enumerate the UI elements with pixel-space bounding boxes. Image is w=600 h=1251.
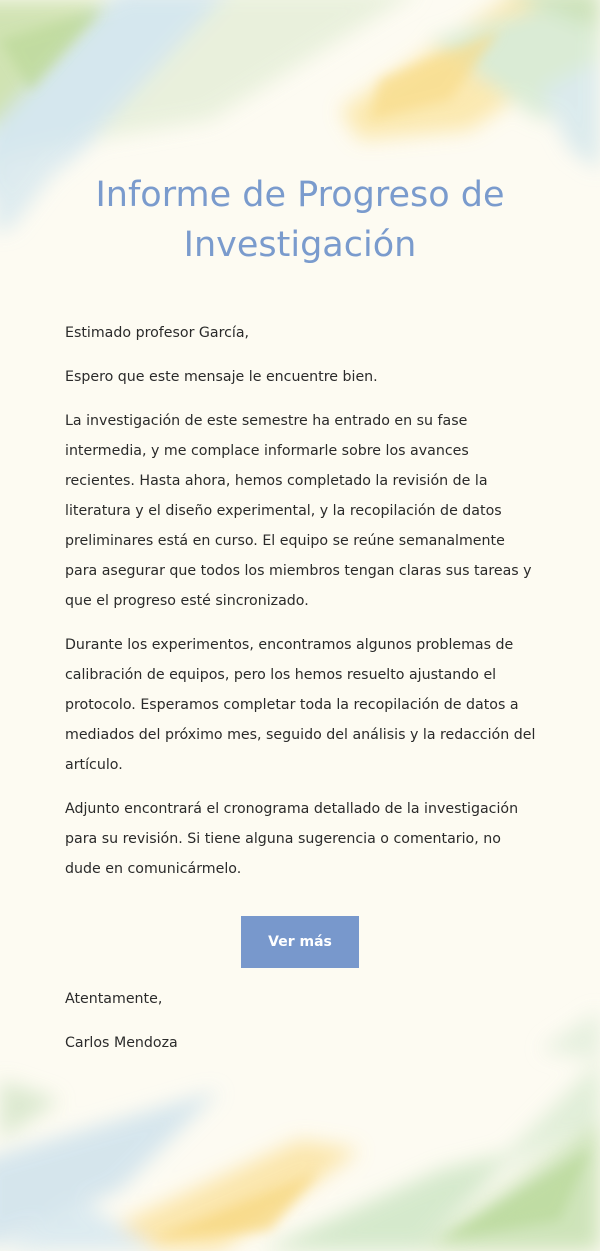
page-title: Informe de Progreso de Investigación xyxy=(95,175,505,265)
paragraph: Espero que este mensaje le encuentre bien. xyxy=(65,369,378,385)
letter-body xyxy=(65,318,540,898)
button-container xyxy=(0,916,600,968)
paragraph: Durante los experimentos, encontramos algunos problemas de calibración de equipos, pero los hemos resuelto ajustando el protocolo. Esperamos completar toda la recopilación de datos a mediados del próximo mes, seguido del análisis y la redacción del artículo. xyxy=(65,637,536,773)
closing-text: Atentamente, xyxy=(65,991,163,1007)
greeting: Estimado profesor García, xyxy=(65,325,250,341)
signature: Carlos Mendoza xyxy=(65,1035,178,1051)
ver-mas-button[interactable]: Ver más xyxy=(241,916,359,968)
paragraph: Adjunto encontrará el cronograma detallado de la investigación para su revisión. Si tiene alguna sugerencia o comentario, no dude en comunicármelo. xyxy=(65,801,519,877)
closing-block xyxy=(65,984,540,1072)
paragraph: La investigación de este semestre ha entrado en su fase intermedia, y me complace informarle sobre los avances recientes. Hasta ahora, hemos completado la revisión de la literatura y el diseño experimental, y la recopilación de datos preliminares está en curso. El equipo se reúne semanalmente para asegurar que todos los miembros tengan claras sus tareas y que el progreso esté sincronizado. xyxy=(65,413,532,609)
